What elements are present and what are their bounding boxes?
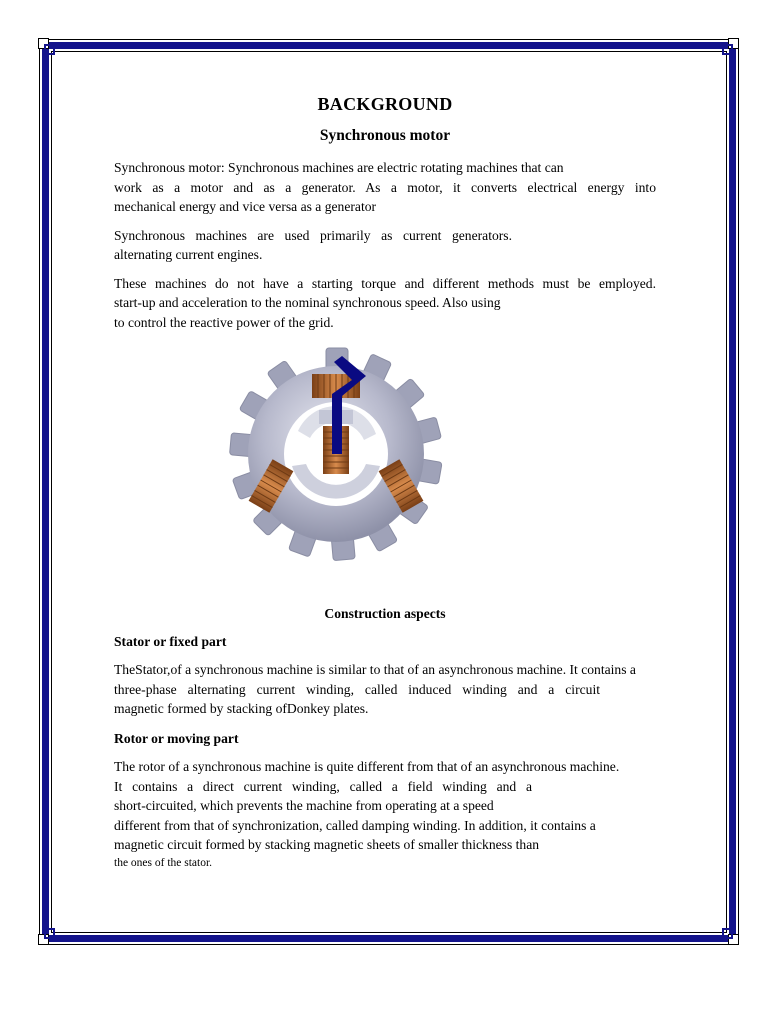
frame-corner-bottom-left	[38, 928, 56, 946]
intro-paragraph-2	[114, 226, 512, 265]
text-line: mechanical energy and vice versa as a generator	[114, 199, 377, 214]
text-line: short-circuited, which prevents the machine from operating at a speed	[114, 798, 494, 813]
section-heading-construction: Construction aspects	[324, 606, 446, 621]
rotor-section	[114, 731, 656, 880]
intro-paragraph-1	[114, 158, 656, 217]
synchronous-motor-illustration	[226, 346, 446, 562]
text-line: start-up and acceleration to the nominal synchronous speed. Also using	[114, 295, 501, 310]
rotor-heading: Rotor or moving part	[114, 731, 239, 746]
document-title: BACKGROUND	[317, 94, 453, 114]
text-line: These machines do not have a starting torque and different methods must be employed.	[114, 275, 656, 291]
frame-corner-top-right	[722, 38, 740, 56]
text-line: Synchronous machines are used primarily as current generators.	[114, 227, 512, 243]
stator-section	[114, 634, 656, 728]
frame-corner-top-left	[38, 38, 56, 56]
text-line: alternating current engines.	[114, 247, 263, 262]
frame-corner-bottom-right	[722, 928, 740, 946]
gear-icon	[226, 346, 446, 562]
text-line: the ones of the stator.	[114, 856, 213, 869]
text-line: magnetic formed by stacking ofDonkey plates.	[114, 701, 369, 716]
document-body	[114, 94, 656, 341]
document-subtitle: Synchronous motor	[319, 127, 451, 144]
text-line: to control the reactive power of the grid.	[114, 314, 334, 330]
text-line: TheStator,of a synchronous machine is similar to that of an asynchronous machine. It contains a	[114, 662, 636, 677]
text-line: magnetic circuit formed by stacking magnetic sheets of smaller thickness than	[114, 837, 540, 852]
text-line: The rotor of a synchronous machine is quite different from that of an asynchronous machine.	[114, 759, 620, 774]
stator-heading: Stator or fixed part	[114, 634, 227, 649]
text-line: It contains a direct current winding, called a field winding and a	[114, 778, 532, 794]
text-line: different from that of synchronization, called damping winding. In addition, it contains a	[114, 817, 596, 833]
rotor-paragraph	[114, 757, 672, 871]
text-line: three-phase alternating current winding, called induced winding and a circuit	[114, 681, 600, 697]
intro-paragraph-3	[114, 274, 656, 333]
text-line: Synchronous motor: Synchronous machines are electric rotating machines that can	[114, 160, 564, 175]
text-line: work as a motor and as a generator. As a motor, it converts electrical energy into	[114, 179, 656, 195]
stator-paragraph	[114, 660, 674, 719]
